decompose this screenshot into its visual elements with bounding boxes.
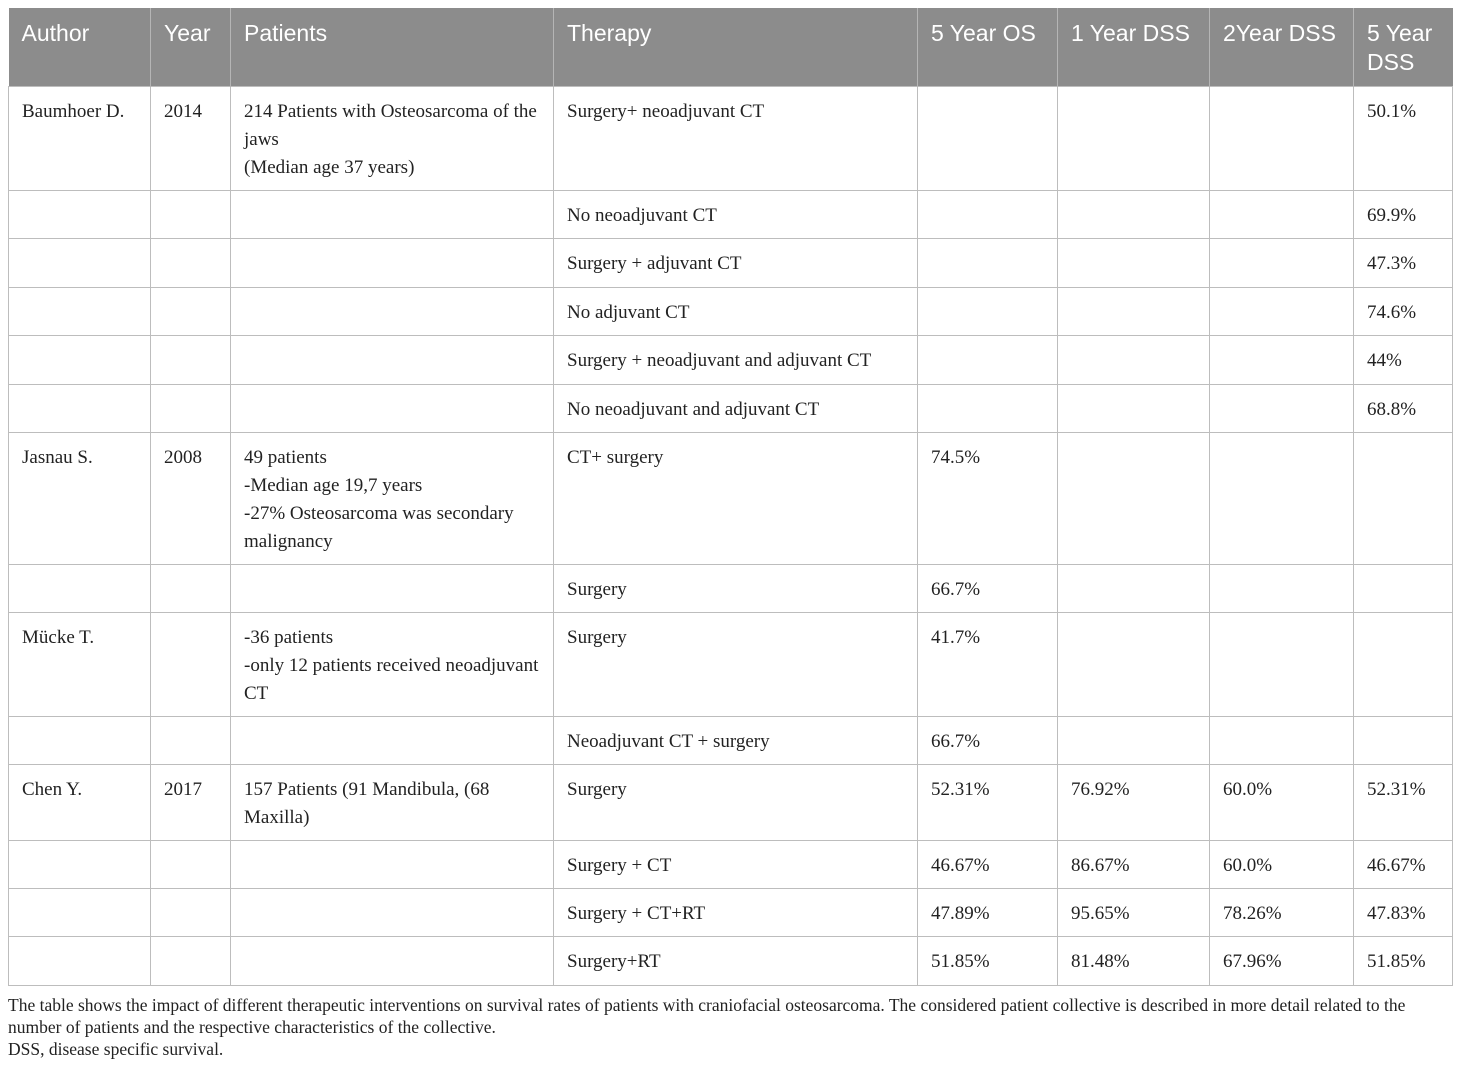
cell-author: [9, 937, 151, 986]
cell-1-year-dss: 81.48%: [1058, 937, 1210, 986]
table-row: [9, 841, 1453, 889]
cell-1-year-dss: 95.65%: [1058, 889, 1210, 937]
cell-patients: [231, 717, 554, 765]
cell-2-year-dss: [1210, 613, 1354, 717]
cell-5-year-dss: 68.8%: [1354, 385, 1453, 433]
cell-author: [9, 239, 151, 288]
cell-therapy: Surgery + adjuvant CT: [554, 239, 918, 288]
cell-5-year-dss: 50.1%: [1354, 87, 1453, 191]
table-row: [9, 336, 1453, 385]
cell-year: 2008: [151, 433, 231, 565]
cell-author: [9, 565, 151, 613]
cell-5-year-dss: 52.31%: [1354, 765, 1453, 841]
cell-2-year-dss: [1210, 385, 1354, 433]
cell-year: [151, 889, 231, 937]
cell-1-year-dss: [1058, 613, 1210, 717]
cell-2-year-dss: [1210, 336, 1354, 385]
cell-2-year-dss: [1210, 565, 1354, 613]
cell-author: Mücke T.: [9, 613, 151, 717]
cell-author: Jasnau S.: [9, 433, 151, 565]
cell-year: [151, 336, 231, 385]
cell-2-year-dss: 78.26%: [1210, 889, 1354, 937]
table-row: [9, 288, 1453, 336]
cell-therapy: Surgery: [554, 613, 918, 717]
cell-2-year-dss: [1210, 288, 1354, 336]
cell-5-year-dss: [1354, 717, 1453, 765]
cell-therapy: Surgery+RT: [554, 937, 918, 986]
cell-1-year-dss: 86.67%: [1058, 841, 1210, 889]
cell-5-year-os: [918, 288, 1058, 336]
cell-patients: -36 patients -only 12 patients received neoadjuvant CT: [231, 613, 554, 717]
cell-1-year-dss: [1058, 385, 1210, 433]
cell-year: 2014: [151, 87, 231, 191]
cell-author: [9, 385, 151, 433]
cell-therapy: Neoadjuvant CT + surgery: [554, 717, 918, 765]
cell-patients: 157 Patients (91 Mandibula, (68 Maxilla): [231, 765, 554, 841]
table-row: [9, 433, 1453, 565]
cell-5-year-dss: 44%: [1354, 336, 1453, 385]
cell-5-year-os: 66.7%: [918, 565, 1058, 613]
cell-therapy: CT+ surgery: [554, 433, 918, 565]
cell-2-year-dss: 67.96%: [1210, 937, 1354, 986]
header-5-year-os: 5 Year OS: [918, 8, 1058, 87]
cell-therapy: Surgery: [554, 565, 918, 613]
table-row: [9, 191, 1453, 239]
cell-patients: [231, 191, 554, 239]
table-body: [9, 87, 1453, 986]
cell-therapy: Surgery + CT: [554, 841, 918, 889]
cell-year: [151, 613, 231, 717]
cell-2-year-dss: 60.0%: [1210, 765, 1354, 841]
header-year: Year: [151, 8, 231, 87]
survival-table: [8, 8, 1453, 986]
table-row: [9, 565, 1453, 613]
cell-5-year-dss: [1354, 433, 1453, 565]
cell-1-year-dss: [1058, 87, 1210, 191]
cell-1-year-dss: [1058, 717, 1210, 765]
cell-therapy: Surgery + neoadjuvant and adjuvant CT: [554, 336, 918, 385]
cell-year: [151, 717, 231, 765]
cell-patients: [231, 288, 554, 336]
header-therapy: Therapy: [554, 8, 918, 87]
header-1-year-dss: 1 Year DSS: [1058, 8, 1210, 87]
footnote-description: The table shows the impact of different therapeutic interventions on survival rates of patients with craniofacial osteosarcoma. The considered patient collective is described in more detail related to the number of patients and the respective characteristics of the collective.: [8, 995, 1406, 1037]
header-author: Author: [9, 8, 151, 87]
cell-year: [151, 288, 231, 336]
cell-patients: 49 patients -Median age 19,7 years -27% Osteosarcoma was secondary malignancy: [231, 433, 554, 565]
cell-therapy: Surgery+ neoadjuvant CT: [554, 87, 918, 191]
cell-5-year-os: [918, 239, 1058, 288]
cell-5-year-os: [918, 191, 1058, 239]
header-patients: Patients: [231, 8, 554, 87]
cell-therapy: Surgery: [554, 765, 918, 841]
cell-5-year-dss: [1354, 565, 1453, 613]
cell-author: [9, 717, 151, 765]
cell-5-year-os: 74.5%: [918, 433, 1058, 565]
cell-therapy: No neoadjuvant and adjuvant CT: [554, 385, 918, 433]
cell-5-year-dss: 51.85%: [1354, 937, 1453, 986]
cell-year: [151, 385, 231, 433]
cell-year: [151, 565, 231, 613]
cell-patients: 214 Patients with Osteosarcoma of the jaws (Median age 37 years): [231, 87, 554, 191]
cell-author: [9, 889, 151, 937]
cell-5-year-dss: 47.83%: [1354, 889, 1453, 937]
cell-patients: [231, 385, 554, 433]
cell-author: [9, 191, 151, 239]
cell-patients: [231, 336, 554, 385]
cell-author: [9, 336, 151, 385]
header-2-year-dss: 2Year DSS: [1210, 8, 1354, 87]
cell-therapy: No neoadjuvant CT: [554, 191, 918, 239]
header-row: [9, 8, 1453, 87]
cell-5-year-dss: [1354, 613, 1453, 717]
cell-5-year-os: 46.67%: [918, 841, 1058, 889]
table-row: [9, 765, 1453, 841]
cell-5-year-os: 52.31%: [918, 765, 1058, 841]
cell-1-year-dss: [1058, 336, 1210, 385]
cell-1-year-dss: 76.92%: [1058, 765, 1210, 841]
cell-5-year-os: [918, 87, 1058, 191]
cell-2-year-dss: [1210, 239, 1354, 288]
table-footnote: [8, 994, 1452, 1060]
cell-author: Baumhoer D.: [9, 87, 151, 191]
cell-5-year-os: 47.89%: [918, 889, 1058, 937]
cell-1-year-dss: [1058, 239, 1210, 288]
table-row: [9, 613, 1453, 717]
cell-year: 2017: [151, 765, 231, 841]
cell-2-year-dss: [1210, 717, 1354, 765]
cell-patients: [231, 889, 554, 937]
table-row: [9, 937, 1453, 986]
cell-5-year-dss: 47.3%: [1354, 239, 1453, 288]
cell-year: [151, 937, 231, 986]
table-header: [9, 8, 1453, 87]
cell-2-year-dss: 60.0%: [1210, 841, 1354, 889]
cell-1-year-dss: [1058, 288, 1210, 336]
cell-author: [9, 841, 151, 889]
cell-2-year-dss: [1210, 433, 1354, 565]
cell-5-year-dss: 46.67%: [1354, 841, 1453, 889]
table-figure: [8, 8, 1452, 1060]
table-row: [9, 385, 1453, 433]
cell-5-year-os: 41.7%: [918, 613, 1058, 717]
cell-5-year-os: 66.7%: [918, 717, 1058, 765]
table-row: [9, 87, 1453, 191]
cell-2-year-dss: [1210, 87, 1354, 191]
cell-2-year-dss: [1210, 191, 1354, 239]
cell-year: [151, 841, 231, 889]
cell-5-year-os: 51.85%: [918, 937, 1058, 986]
header-5-year-dss: 5 Year DSS: [1354, 8, 1453, 87]
cell-5-year-os: [918, 385, 1058, 433]
cell-patients: [231, 841, 554, 889]
cell-patients: [231, 565, 554, 613]
cell-patients: [231, 239, 554, 288]
cell-5-year-dss: 74.6%: [1354, 288, 1453, 336]
cell-therapy: Surgery + CT+RT: [554, 889, 918, 937]
cell-therapy: No adjuvant CT: [554, 288, 918, 336]
cell-1-year-dss: [1058, 433, 1210, 565]
cell-patients: [231, 937, 554, 986]
cell-author: Chen Y.: [9, 765, 151, 841]
cell-1-year-dss: [1058, 191, 1210, 239]
cell-5-year-os: [918, 336, 1058, 385]
table-row: [9, 239, 1453, 288]
cell-5-year-dss: 69.9%: [1354, 191, 1453, 239]
table-row: [9, 717, 1453, 765]
cell-1-year-dss: [1058, 565, 1210, 613]
table-row: [9, 889, 1453, 937]
footnote-abbreviation: DSS, disease specific survival.: [8, 1039, 224, 1059]
cell-author: [9, 288, 151, 336]
cell-year: [151, 239, 231, 288]
cell-year: [151, 191, 231, 239]
